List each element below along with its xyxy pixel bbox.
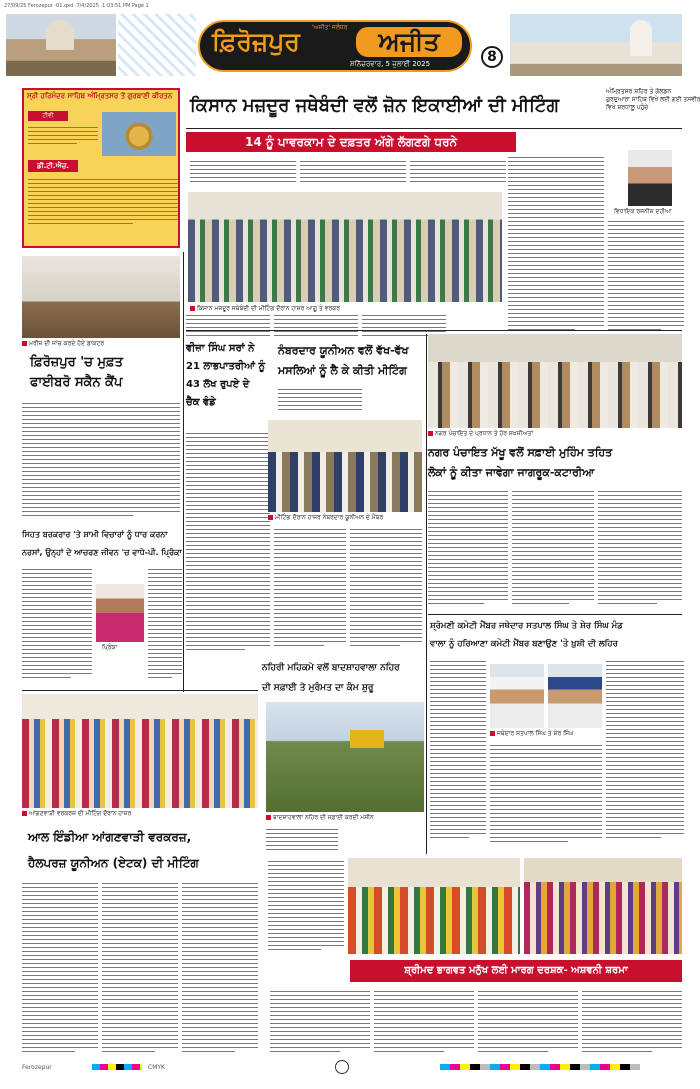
panchayat-headline-2: ਲੋਕਾਂ ਨੂੰ ਕੀਤਾ ਜਾਵੇਗਾ ਜਾਗਰੂਕ-ਕਟਾਰੀਆ [428, 466, 595, 479]
numberdar-body-left [278, 386, 362, 416]
divider-v-mid [426, 334, 427, 854]
divider-h-top [186, 128, 682, 129]
ad-label-mid: ਡੀ.ਟੀ.ਐਚ. [28, 160, 78, 172]
bhagwat-photo-2 [524, 858, 682, 954]
panchayat-caption [428, 430, 682, 437]
footer-color-bar [440, 1064, 640, 1070]
divider-h-sgpc [428, 614, 682, 615]
divider-v-left [183, 252, 184, 692]
anganwadi-caption [22, 810, 258, 817]
sgpc-caption-text: ਜਥੇਦਾਰ ਸਤਪਾਲ ਸਿੰਘ ਤੇ ਸ਼ੇਰ ਸਿੰਘ [497, 730, 574, 737]
footer-registration [92, 1064, 142, 1070]
sgpc-photo-2 [548, 664, 602, 728]
excavator-shape [350, 730, 384, 748]
cheque-headline-line-1: ਵੀਜ਼ਾ ਸਿੰਘ ਸਰਾਂ ਨੇ [186, 343, 255, 354]
panchayat-headline-1: ਨਗਰ ਪੰਚਾਇਤ ਮੱਖੂ ਵਲੋਂ ਸਫ਼ਾਈ ਮੁਹਿੰਮ ਤਹਿਤ [428, 446, 613, 459]
divider-h-mid [186, 330, 682, 331]
footer-left: Ferozepur [22, 1064, 52, 1071]
bhagwat-body-1 [270, 988, 370, 1058]
right-caption-line-1: ਅੰਮ੍ਰਿਤਸਰ ਸ਼ਹਿਰ ਤੇ ਗੋਲਡਨ [606, 88, 672, 95]
lead-body-col-3 [410, 158, 506, 192]
nurse-portrait-caption [102, 644, 142, 651]
numberdar-headline-1: ਨੰਬਰਦਾਰ ਯੂਨੀਅਨ ਵਲੋਂ ਵੱਖ-ਵੱਖ [278, 344, 409, 357]
cheque-headline-line-4: ਚੈੱਕ ਵੰਡੇ [186, 397, 216, 408]
footer-crosshair-icon [335, 1060, 349, 1074]
fibroscan-body [22, 400, 180, 520]
lead-photo-caption-text: ਕਿਸਾਨ ਮਜ਼ਦੂਰ ਜਥੇਬੰਦੀ ਦੀ ਮੀਟਿੰਗ ਦੌਰਾਨ ਹਾਜ਼ਰ ਆਗੂ ਤੇ ਵਰਕਰ [197, 305, 340, 312]
lead-headline: ਕਿਸਾਨ ਮਜ਼ਦੂਰ ਜਥੇਬੰਦੀ ਵਲੋਂ ਜ਼ੋਨ ਇਕਾਈਆਂ ਦੀ ਮੀਟਿੰਗ [190, 95, 559, 116]
canal-body [266, 826, 338, 856]
sgpc-body-left [430, 658, 486, 848]
clinic-photo [22, 256, 180, 338]
clinic-caption [22, 340, 180, 347]
page-number: 8 [481, 46, 503, 68]
cheque-headline [186, 340, 276, 420]
sgpc-body-mid [490, 742, 602, 848]
mid-body-col-1 [186, 312, 270, 340]
canal-photo [266, 702, 424, 812]
nurse-headline-1: ਸਿਹਤ ਬਰਕਰਾਰ 'ਤੇ ਸ਼ਾਮੀ ਵਿਚਾਰਾਂ ਨੂੰ ਧਾਰ ਕਰਨਾ [22, 530, 168, 539]
right-col-body-2 [608, 218, 684, 330]
bhagwat-headline: ਸ਼੍ਰੀਮਦ ਭਾਗਵਤ ਮਨੁੱਖ ਲਈ ਮਾਰਗ ਦਰਸ਼ਕ- ਅਸ਼ਵਨੀ ਸ਼ਰਮਾ [350, 960, 682, 982]
sgpc-headline-1: ਸ਼੍ਰੋਮਣੀ ਕਮੇਟੀ ਮੈਂਬਰ ਜਥੇਦਾਰ ਸਤਪਾਲ ਸਿੰਘ ਤੇ ਸ਼ੇਰ ਸਿੰਘ ਮੰਡ [430, 621, 623, 631]
cheque-headline-line-2: 21 ਲਾਭਪਾਤਰੀਆਂ ਨੂੰ [186, 361, 265, 372]
bhagwat-side-body [268, 858, 344, 958]
anganwadi-body-3 [182, 880, 258, 1060]
sgpc-photo-1 [490, 664, 544, 728]
panchayat-caption-text: ਨਗਰ ਪੰਚਾਇਤ ਦੇ ਪ੍ਰਧਾਨ ਤੇ ਹੋਰ ਸ਼ਖ਼ਸੀਅਤਾਂ [435, 430, 534, 437]
clinic-caption-text: ਮਰੀਜ਼ ਦੀ ਜਾਂਚ ਕਰਦੇ ਹੋਏ ਡਾਕਟਰ [29, 340, 105, 347]
mid-body-col-2 [274, 312, 358, 340]
nurse-portrait-photo [96, 584, 144, 642]
bhagwat-photo-1 [348, 858, 520, 954]
right-col-body-1 [508, 154, 604, 330]
footer-mid: CMYK [148, 1064, 165, 1071]
anganwadi-caption-text: ਆਂਗਣਵਾੜੀ ਵਰਕਰਜ਼ ਦੀ ਮੀਟਿੰਗ ਦੌਰਾਨ ਹਾਜ਼ਰ [29, 810, 132, 817]
lead-body-col-1 [190, 158, 296, 192]
canal-headline-1: ਨਹਿਰੀ ਮਹਿਕਮੇ ਵਲੋਂ ਬਾਦਸ਼ਾਹਵਾਲਾ ਨਹਿਰ [262, 663, 400, 673]
nurse-body-left [22, 566, 92, 686]
cheque-body [186, 430, 270, 660]
canal-caption-text: ਬਾਦਸ਼ਾਹਵਾਲਾ ਨਹਿਰ ਦੀ ਸਫ਼ਾਈ ਕਰਦੀ ਮਸ਼ੀਨ [273, 814, 374, 821]
masthead-date: ਸ਼ਨਿੱਚਰਵਾਰ, 5 ਜੁਲਾਈ 2025 [350, 60, 431, 68]
anganwadi-body-2 [102, 880, 178, 1060]
canal-caption [266, 814, 424, 821]
numberdar-body-col-2 [350, 526, 422, 656]
bhagwat-body-4 [582, 988, 682, 1058]
canal-headline-2: ਦੀ ਸਫ਼ਾਈ ਤੇ ਮੁਰੰਮਤ ਦਾ ਕੰਮ ਸ਼ੁਰੂ [262, 683, 374, 693]
numberdar-body-col-1 [274, 526, 346, 656]
lead-photo-caption [190, 305, 502, 312]
lead-subhead: 14 ਨੂੰ ਪਾਵਰਕਾਮ ਦੇ ਦਫ਼ਤਰ ਅੱਗੇ ਲੱਗਣਗੇ ਧਰਨੇ [186, 132, 516, 152]
right-caption-line-3: ਵਿਖੇ ਸ਼ਰਧਾਲੂ ਪਹੁੰਚੇ [606, 104, 649, 111]
numberdar-headline-2: ਮਸਲਿਆਂ ਨੂੰ ਲੈ ਕੇ ਕੀਤੀ ਮੀਟਿੰਗ [278, 364, 407, 377]
numberdar-caption [268, 514, 422, 521]
lead-photo [188, 192, 502, 302]
numberdar-photo [268, 420, 422, 512]
right-top-caption [606, 88, 700, 124]
ad-header: ਸ੍ਰੀ ਹਰਿਮੰਦਰ ਸਾਹਿਬ ਅੰਮ੍ਰਿਤਸਰ ਤੋਂ ਗੁਰਬਾਣੀ ਕੀਰਤਨ [27, 92, 173, 100]
masthead-small-tag: 'ਅਜੀਤ' ਜਲੰਧਰ [312, 24, 348, 31]
anganwadi-headline-1: ਆਲ ਇੰਡੀਆ ਆਂਗਣਵਾੜੀ ਵਰਕਰਜ਼, [28, 830, 192, 844]
nurse-portrait-caption-text: ਪ੍ਰਿੰਕਾ [102, 644, 118, 651]
lead-body-col-2 [300, 158, 406, 192]
fibroscan-headline-2: ਫਾਈਬਰੋ ਸਕੈਨ ਕੈਂਪ [30, 375, 123, 390]
masthead [198, 20, 472, 72]
fibroscan-headline-1: ਫ਼ਿਰੋਜ਼ਪੁਰ 'ਚ ਮੁਫ਼ਤ [30, 355, 123, 370]
right-profile-caption-text: ਵਿਧਾਇਕ ਰਜਨੀਸ਼ ਦਹੀਆ [614, 208, 672, 215]
nurse-body-right [148, 566, 182, 686]
right-profile-caption [614, 208, 684, 215]
panchayat-body-3 [598, 488, 682, 612]
cheque-headline-line-3: 43 ਲੱਖ ਰੁਪਏ ਦੇ [186, 379, 250, 390]
anganwadi-headline-2: ਹੈਲਪਰਜ਼ ਯੂਨੀਅਨ (ਏਟਕ) ਦੀ ਮੀਟਿੰਗ [28, 856, 199, 870]
masthead-right-photo [510, 14, 682, 76]
ad-temple-photo [102, 112, 176, 156]
masthead-pattern [118, 14, 196, 76]
sgpc-headline-2: ਵਾਲਾ ਨੂੰ ਹਰਿਆਣਾ ਕਮੇਟੀ ਮੈਂਬਰ ਬਣਾਉਣ 'ਤੇ ਖ਼ੁਸ਼ੀ ਦੀ ਲਹਿਰ [430, 639, 618, 649]
bhagwat-body-3 [478, 988, 578, 1058]
ad-label-top: ਟੀਵੀ [28, 111, 68, 121]
anganwadi-body-1 [22, 880, 98, 1060]
file-info-bar: 27/09/25 Ferozepur ·01.qxd ·7/4/2025 ·1:03:51 PM Page 1 [4, 3, 149, 9]
panchayat-photo [428, 334, 682, 428]
ad-block [22, 88, 180, 248]
panchayat-body-1 [428, 488, 508, 612]
divider-h-lower [22, 690, 258, 691]
sgpc-body-right [606, 658, 684, 848]
masthead-building-photo [6, 14, 116, 76]
right-caption-line-2: ਗੁਰਦੁਆਰਾ ਸਾਹਿਬ ਵਿਖੇ ਲਈ ਗਈ ਤਸਵੀਰ [606, 96, 700, 103]
sgpc-caption [490, 730, 602, 737]
anganwadi-photo [22, 694, 258, 808]
masthead-title-right: ਅਜੀਤ [356, 27, 462, 57]
right-profile-photo [628, 150, 672, 206]
bhagwat-body-2 [374, 988, 474, 1058]
masthead-title-left: ਫ਼ਿਰੋਜ਼ਪੁਰ [212, 27, 300, 56]
panchayat-body-2 [512, 488, 594, 612]
nurse-headline-2: ਨਰਸਾਂ, ਉਨ੍ਹਾਂ ਦੇ ਆਚਰਣ ਜੀਵਨ 'ਚ ਵਾਧੇ-ਪੀ. ਪ੍ਰਿੰਕਾ [22, 548, 182, 557]
numberdar-caption-text: ਮੀਟਿੰਗ ਦੌਰਾਨ ਹਾਜ਼ਰ ਨੰਬਰਦਾਰ ਯੂਨੀਅਨ ਦੇ ਮੈਂਬਰ [275, 514, 384, 521]
